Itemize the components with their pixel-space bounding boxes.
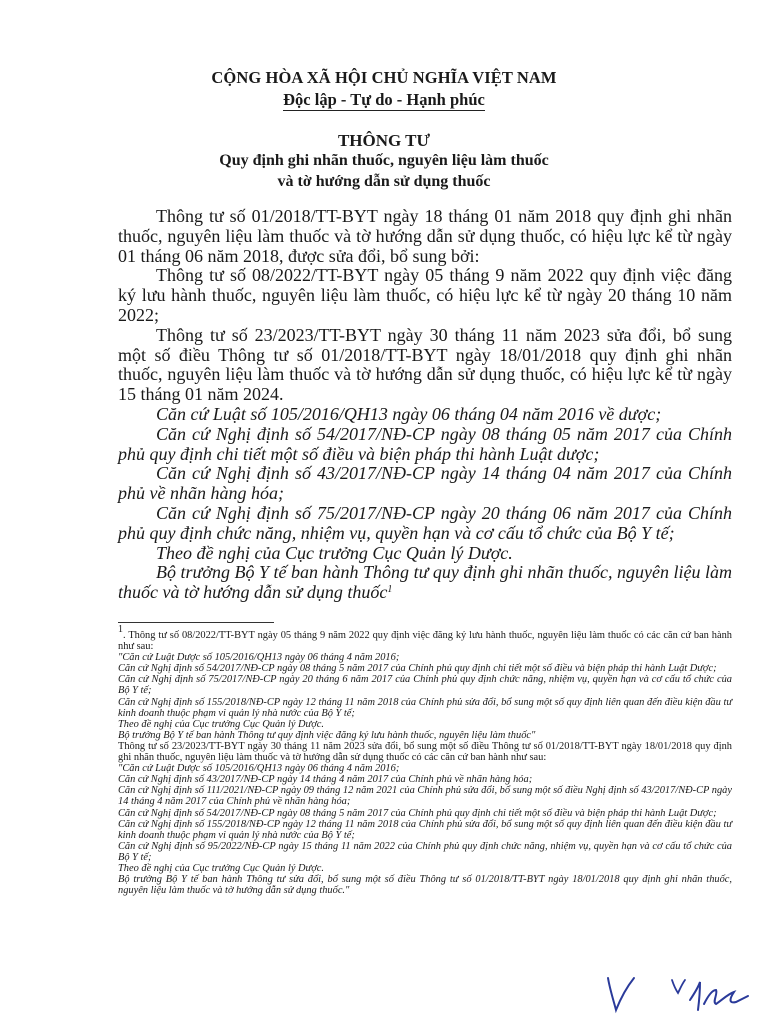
footnote-item: "Căn cứ Luật Dược số 105/2016/QH13 ngày 06 tháng 4 năm 2016; [118,652,400,664]
footnote-divider [118,622,274,623]
legal-basis-paragraph: Căn cứ Nghị định số 75/2017/NĐ-CP ngày 20 tháng 06 năm 2017 của Chính phủ quy định chức năng, nhiệm vụ, quyền hạn và cơ cấu tổ chức của Bộ Y tế; [118,502,732,543]
footnote-reference[interactable]: 1 [387,584,393,596]
legal-basis-paragraph: Căn cứ Nghị định số 43/2017/NĐ-CP ngày 14 tháng 04 năm 2017 của Chính phủ về nhãn hàng hóa; [118,463,732,504]
footnote-item: Căn cứ Nghị định số 95/2022/NĐ-CP ngày 15 tháng 11 năm 2022 của Chính phủ quy định chức năng, nhiệm vụ, quyền hạn và cơ cấu tổ chức của Bộ Y tế; [118,840,732,863]
footnote-item: Căn cứ Nghị định số 75/2017/NĐ-CP ngày 20 tháng 6 năm 2017 của Chính phủ quy định chức năng, nhiệm vụ, quyền hạn và cơ cấu tổ chức của Bộ Y tế; [118,674,732,697]
enactment-text: Bộ trưởng Bộ Y tế ban hành Thông tư quy định ghi nhãn thuốc, nguyên liệu làm thuốc và tờ hướng dẫn sử dụng thuốc [118,562,732,603]
footnote-text: . Thông tư số 08/2022/TT-BYT ngày 05 tháng 9 năm 2022 quy định việc đăng ký lưu hành thuốc, nguyên liệu làm thuốc có các căn cứ ban hành như sau: [118,630,732,653]
national-motto [0,90,768,110]
footnote-item: Bộ trưởng Bộ Y tế ban hành Thông tư sửa đổi, bổ sung một số điều Thông tư số 01/2018/TT-BYT ngày 18/01/2018 quy định ghi nhãn thuốc, nguyên liệu làm thuốc và tờ hướng dẫn sử dụng thuốc." [118,874,732,897]
footnote-item: "Căn cứ Luật Dược số 105/2016/QH13 ngày 06 tháng 4 năm 2016; [118,763,400,775]
legal-basis-paragraph: Theo đề nghị của Cục trưởng Cục Quản lý Dược. [156,542,513,563]
footnotes-section [118,624,732,897]
footnote-item: Theo đề nghị của Cục trưởng Cục Quản lý Dược. [118,718,324,730]
document-type: THÔNG TƯ [337,131,431,150]
document-body [118,207,732,603]
legal-basis-paragraph: Căn cứ Nghị định số 54/2017/NĐ-CP ngày 08 tháng 05 năm 2017 của Chính phủ quy định chi tiết một số điều và biện pháp thi hành Luật dược; [118,423,732,464]
national-title: CỘNG HÒA XÃ HỘI CHỦ NGHĨA VIỆT NAM [211,68,557,87]
handwritten-initials [600,960,750,1020]
document-title-line-2: và tờ hướng dẫn sử dụng thuốc [277,173,491,190]
footnote-item: Căn cứ Nghị định số 155/2018/NĐ-CP ngày 12 tháng 11 năm 2018 của Chính phủ sửa đổi, bổ sung một số quy định liên quan đến điều kiện đầu tư kinh doanh thuộc phạm vi quản lý nhà nước của Bộ Y tế; [118,818,732,841]
footnote-item: Căn cứ Nghị định số 54/2017/NĐ-CP ngày 08 tháng 5 năm 2017 của Chính phủ quy định chi tiết một số điều và biện pháp thi hành Luật Dược; [118,807,717,819]
legal-basis-paragraph: Căn cứ Luật số 105/2016/QH13 ngày 06 tháng 04 năm 2016 về dược; [156,403,662,424]
footnote-item: Căn cứ Nghị định số 111/2021/NĐ-CP ngày 09 tháng 12 năm 2021 của Chính phủ sửa đổi, bổ sung một số điều Nghị định số 43/2017/NĐ-CP ngày 14 tháng 4 năm 2017 của Chính phủ về nhãn hàng hóa; [118,785,732,808]
footnote-number: 1 [118,624,123,635]
footnote-item: Thông tư số 23/2023/TT-BYT ngày 30 tháng 11 năm 2023 sửa đổi, bổ sung một số điều Thông tư số 01/2018/TT-BYT ngày 18/01/2018 quy định ghi nhãn thuốc, nguyên liệu làm thuốc và tờ hướng dẫn sử dụng thuốc có các căn cứ ban hành như sau: [118,740,732,764]
footnote-item: Bộ trưởng Bộ Y tế ban hành Thông tư quy định việc đăng ký lưu hành thuốc, nguyên liệu làm thuốc" [118,729,536,741]
footnote-item: Theo đề nghị của Cục trưởng Cục Quản lý Dược. [118,862,324,874]
footnote-item: Căn cứ Nghị định số 155/2018/NĐ-CP ngày 12 tháng 11 năm 2018 của Chính phủ sửa đổi, bổ sung một số quy định liên quan đến điều kiện đầu tư kinh doanh thuộc phạm vi quản lý nhà nước của Bộ Y tế; [118,696,732,719]
footnote-item: Căn cứ Nghị định số 43/2017/NĐ-CP ngày 14 tháng 4 năm 2017 của Chính phủ về nhãn hàng hóa; [118,774,533,786]
body-paragraph: Thông tư số 01/2018/TT-BYT ngày 18 tháng 01 năm 2018 quy định ghi nhãn thuốc, nguyên liệu làm thuốc và tờ hướng dẫn sử dụng thuốc, có hiệu lực kể từ ngày 01 tháng 06 năm 2018, được sửa đổi, bổ sung bởi: [118,206,732,266]
motto-text: Độc lập - Tự do - Hạnh phúc [283,90,485,109]
body-paragraph: Thông tư số 08/2022/TT-BYT ngày 05 tháng 9 năm 2022 quy định việc đăng ký lưu hành thuốc, nguyên liệu làm thuốc, có hiệu lực kể từ ngày 20 tháng 10 năm 2022; [118,265,732,325]
body-paragraph: Thông tư số 23/2023/TT-BYT ngày 30 tháng 11 năm 2023 sửa đổi, bổ sung một số điều Thông tư số 01/2018/TT-BYT ngày 18/01/2018 quy định ghi nhãn thuốc, nguyên liệu làm thuốc và tờ hướng dẫn sử dụng thuốc, có hiệu lực kể từ ngày 15 tháng 01 năm 2024. [118,324,732,405]
footnote-item: Căn cứ Nghị định số 54/2017/NĐ-CP ngày 08 tháng 5 năm 2017 của Chính phủ quy định chi tiết một số điều và biện pháp thi hành Luật Dược; [118,663,717,675]
document-title-line-1: Quy định ghi nhãn thuốc, nguyên liệu làm thuốc [219,152,549,169]
enactment-paragraph [118,563,732,603]
footnote-item [118,624,732,653]
